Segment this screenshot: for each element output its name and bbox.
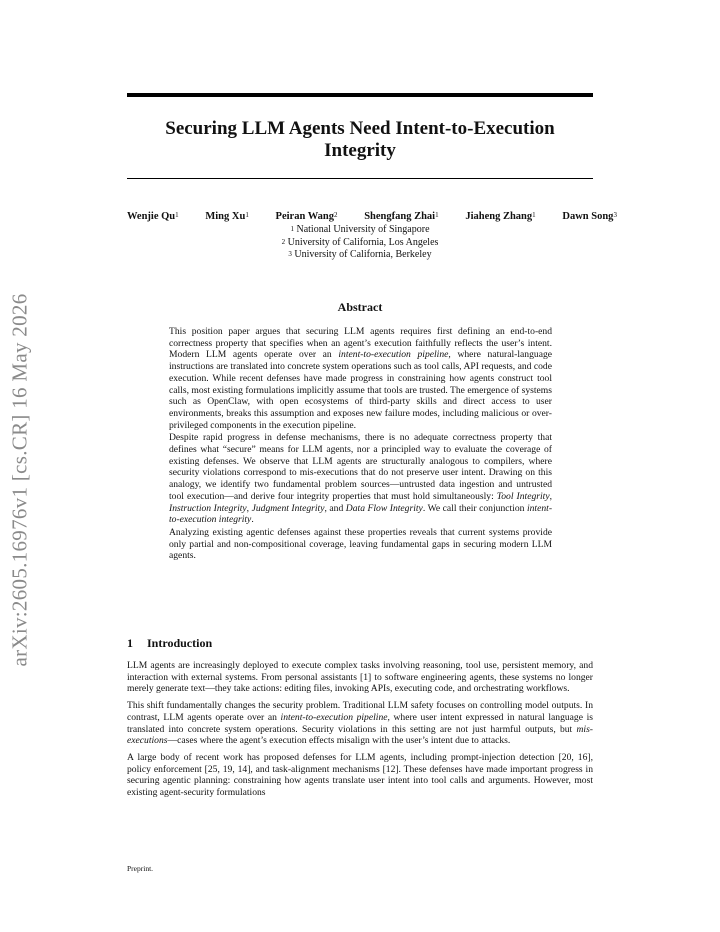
author: Dawn Song$^3$ [562, 211, 617, 222]
author: Jiaheng Zhang$^1$ [465, 211, 536, 222]
author-list [127, 210, 617, 223]
title-bottom-rule [127, 178, 593, 179]
arxiv-identifier-text: arXiv:2605.16976v1 [cs.CR] 16 May 2026 [7, 293, 32, 667]
affiliation: $^3$ University of California, Berkeley [288, 249, 432, 260]
affiliation: $^1$ National University of Singapore [290, 224, 430, 235]
section-title: Introduction [147, 636, 213, 650]
body-paragraph: This shift fundamentally changes the security problem. Traditional LLM safety focuses on controlling model outputs. In contrast, LLM agents operate over an intent-to-execution pipeline, where user intent expressed in natural language is translated into concrete system operations. Security violations in this setting are not just harmful outputs, but mis-executions—cases where the agent’s execution effects misalign with the user’s intent due to attacks. [127, 700, 593, 747]
paper-title [127, 118, 593, 162]
abstract-body [169, 326, 552, 563]
abstract-paragraph: This position paper argues that securing LLM agents requires first defining an end-to-end correctness property that specifies when an agent’s execution faithfully reflects the user’s intent. Modern LLM agents operate over an intent-to-execution pipeline, where natural-language instructions are translated into concrete system operations such as tool calls, API requests, and code execution. While recent defenses have made progress in constraining how agents construct tool calls, most existing formulations implicitly assume that tools are trusted. The emergence of systems such as OpenClaw, with open ecosystems of third-party skills and direct access to user environments, breaks this assumption and exposes new failure modes, including malicious or over-privileged components in the execution pipeline. [169, 326, 553, 431]
body-paragraph: LLM agents are increasingly deployed to execute complex tasks involving reasoning, tool use, persistent memory, and interaction with external systems. From personal assistants [1] to software engineering agents, these systems no longer merely generate text—they take actions: editing files, invoking APIs, executing code, and orchestrating workflows. [127, 660, 593, 695]
author: Ming Xu$^1$ [205, 211, 249, 222]
author: Shengfang Zhai$^1$ [364, 211, 439, 222]
abstract-paragraph: Analyzing existing agentic defenses against these properties reveals that current systems provide only partial and non-compositional coverage, leaving fundamental gaps in securing modern LLM agents. [169, 526, 552, 562]
abstract-paragraph: Despite rapid progress in defense mechanisms, there is no adequate correctness property that defines what “secure” means for LLM agents, nor a principled way to evaluate the coverage of existing defenses. We observe that LLM agents are structurally analogous to compilers, where security violations correspond to mis-executions that do not preserve user intent. Drawing on this analogy, we identify two fundamental problem sources—untrusted data ingestion and untrusted tool execution—and derive four integrity properties that must hold simultaneously: Tool Integrity, Instruction Integrity, Judgment Integrity, and Data Flow Integrity. We call their conjunction intent-to-execution integrity. [169, 432, 553, 526]
paper-title-line-2: Integrity [324, 140, 396, 161]
affiliation: $^2$ University of California, Los Angeles [281, 236, 439, 248]
section-number: 1 [127, 636, 133, 650]
author: Peiran Wang$^2$ [275, 211, 338, 222]
section-heading [127, 636, 212, 651]
title-top-rule [127, 93, 593, 97]
footnote: Preprint. [127, 864, 154, 873]
paper-title-line-1: Securing LLM Agents Need Intent-to-Execution [165, 118, 555, 139]
affiliation-list [127, 224, 593, 262]
introduction-body [127, 660, 593, 804]
body-paragraph: A large body of recent work has proposed defenses for LLM agents, including prompt-injection detection [20, 16], policy enforcement [25, 19, 14], and task-alignment mechanisms [12]. These defenses have made important progress in securing agentic planning: constraining how agents translate user intent into tool calls and arguments. However, most existing agent-security formulations [127, 751, 593, 799]
author: Wenjie Qu$^1$ [127, 211, 179, 222]
abstract-heading: Abstract [337, 300, 383, 314]
